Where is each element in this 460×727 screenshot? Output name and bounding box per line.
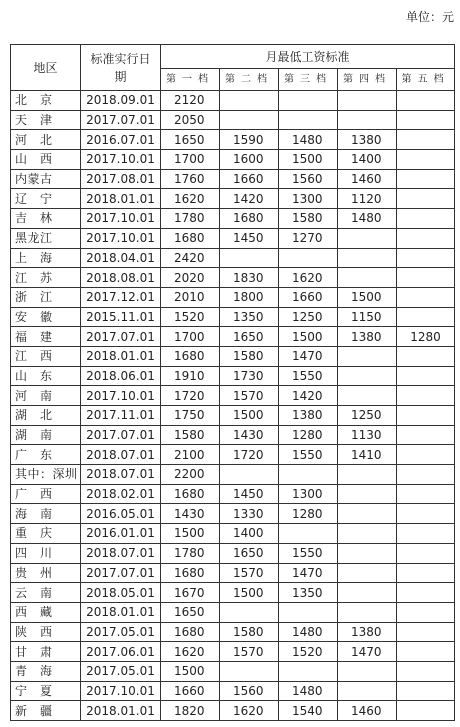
table-row [11, 287, 455, 307]
tier-3-cell: 1480 [279, 681, 338, 701]
date-cell: 2017.10.01 [81, 681, 161, 701]
tier-4-cell [338, 268, 397, 288]
date-cell: 2017.10.01 [81, 386, 161, 406]
date-cell: 2018.07.01 [81, 465, 161, 485]
tier-4-cell [338, 524, 397, 544]
region-cell: 贵 州 [11, 563, 81, 583]
region-cell: 浙 江 [11, 287, 81, 307]
tier-3-cell: 1500 [279, 327, 338, 347]
date-cell: 2018.08.01 [81, 268, 161, 288]
table-row [11, 366, 455, 386]
date-cell: 2017.07.01 [81, 327, 161, 347]
tier-4-cell [338, 661, 397, 681]
tier-2-cell: 1570 [220, 642, 279, 662]
tier-4-cell: 1380 [338, 130, 397, 150]
tier-2-cell [220, 602, 279, 622]
tier-5-cell [397, 150, 455, 170]
tier-2-cell: 1650 [220, 543, 279, 563]
date-cell: 2017.11.01 [81, 406, 161, 426]
region-cell: 云 南 [11, 583, 81, 603]
table-row [11, 91, 455, 111]
tier-3-cell: 1580 [279, 209, 338, 229]
date-cell: 2018.01.01 [81, 602, 161, 622]
tier-1-cell: 1680 [161, 563, 220, 583]
region-cell: 西 藏 [11, 602, 81, 622]
table-row [11, 228, 455, 248]
tier-5-cell [397, 406, 455, 426]
header-tier-2: 第二档 [220, 69, 279, 91]
table-row [11, 307, 455, 327]
tier-3-cell: 1500 [279, 150, 338, 170]
tier-2-cell: 1800 [220, 287, 279, 307]
tier-4-cell [338, 504, 397, 524]
region-cell: 北 京 [11, 91, 81, 111]
tier-1-cell: 1430 [161, 504, 220, 524]
table-row [11, 524, 455, 544]
tier-5-cell [397, 346, 455, 366]
tier-1-cell: 2420 [161, 248, 220, 268]
table-row [11, 642, 455, 662]
tier-3-cell: 1550 [279, 445, 338, 465]
tier-3-cell [279, 524, 338, 544]
region-cell: 宁 夏 [11, 681, 81, 701]
date-cell: 2016.07.01 [81, 130, 161, 150]
tier-5-cell [397, 366, 455, 386]
tier-2-cell: 1660 [220, 169, 279, 189]
tier-1-cell: 1780 [161, 543, 220, 563]
tier-2-cell: 1500 [220, 406, 279, 426]
table-row [11, 169, 455, 189]
tier-2-cell: 1330 [220, 504, 279, 524]
tier-1-cell: 1620 [161, 189, 220, 209]
region-cell: 山 东 [11, 366, 81, 386]
date-cell: 2017.12.01 [81, 287, 161, 307]
header-date [81, 45, 161, 91]
table-row [11, 583, 455, 603]
tier-2-cell: 1830 [220, 268, 279, 288]
tier-3-cell: 1470 [279, 346, 338, 366]
unit-label: 单位：元 [405, 10, 454, 24]
region-cell: 其中：深圳 [11, 465, 81, 485]
tier-1-cell: 1820 [161, 701, 220, 721]
tier-1-cell: 1700 [161, 327, 220, 347]
tier-1-cell: 1680 [161, 346, 220, 366]
tier-3-cell: 1300 [279, 484, 338, 504]
minimum-wage-table [10, 44, 455, 721]
date-cell: 2016.01.01 [81, 524, 161, 544]
tier-4-cell [338, 228, 397, 248]
tier-1-cell: 1500 [161, 661, 220, 681]
tier-3-cell: 1520 [279, 642, 338, 662]
tier-4-cell: 1410 [338, 445, 397, 465]
date-cell: 2017.07.01 [81, 425, 161, 445]
tier-2-cell: 1420 [220, 189, 279, 209]
tier-3-cell: 1480 [279, 130, 338, 150]
date-cell: 2018.09.01 [81, 91, 161, 111]
tier-4-cell: 1380 [338, 622, 397, 642]
tier-5-cell [397, 228, 455, 248]
date-cell: 2017.07.01 [81, 110, 161, 130]
region-cell: 上 海 [11, 248, 81, 268]
tier-5-cell [397, 602, 455, 622]
tier-3-cell: 1560 [279, 169, 338, 189]
tier-2-cell: 1720 [220, 445, 279, 465]
tier-4-cell [338, 484, 397, 504]
region-cell: 天 津 [11, 110, 81, 130]
date-cell: 2017.08.01 [81, 169, 161, 189]
table-row [11, 425, 455, 445]
tier-5-cell [397, 307, 455, 327]
region-cell: 河 北 [11, 130, 81, 150]
table-row [11, 622, 455, 642]
tier-1-cell: 1520 [161, 307, 220, 327]
tier-4-cell [338, 91, 397, 111]
tier-5-cell [397, 248, 455, 268]
header-tier-4: 第四档 [338, 69, 397, 91]
tier-1-cell: 2120 [161, 91, 220, 111]
tier-5-cell [397, 543, 455, 563]
region-cell: 湖 北 [11, 406, 81, 426]
tier-2-cell [220, 248, 279, 268]
header-tier-5: 第五档 [397, 69, 455, 91]
region-cell: 福 建 [11, 327, 81, 347]
table-row [11, 701, 455, 721]
region-cell: 河 南 [11, 386, 81, 406]
tier-2-cell: 1560 [220, 681, 279, 701]
table-row [11, 327, 455, 347]
table-row [11, 150, 455, 170]
tier-1-cell: 1500 [161, 524, 220, 544]
tier-1-cell: 1720 [161, 386, 220, 406]
tier-1-cell: 1680 [161, 622, 220, 642]
tier-3-cell: 1280 [279, 504, 338, 524]
tier-2-cell: 1430 [220, 425, 279, 445]
tier-4-cell [338, 248, 397, 268]
tier-5-cell [397, 189, 455, 209]
tier-3-cell: 1540 [279, 701, 338, 721]
tier-2-cell: 1580 [220, 346, 279, 366]
tier-3-cell: 1300 [279, 189, 338, 209]
tier-2-cell: 1590 [220, 130, 279, 150]
tier-1-cell: 2020 [161, 268, 220, 288]
tier-1-cell: 2010 [161, 287, 220, 307]
table-row [11, 543, 455, 563]
date-cell: 2018.01.01 [81, 346, 161, 366]
region-cell: 吉 林 [11, 209, 81, 229]
tier-2-cell [220, 91, 279, 111]
tier-4-cell: 1120 [338, 189, 397, 209]
tier-4-cell: 1150 [338, 307, 397, 327]
tier-2-cell: 1450 [220, 228, 279, 248]
tier-5-cell [397, 583, 455, 603]
tier-1-cell: 1650 [161, 602, 220, 622]
tier-3-cell: 1280 [279, 425, 338, 445]
tier-3-cell: 1660 [279, 287, 338, 307]
tier-4-cell [338, 681, 397, 701]
tier-5-cell [397, 524, 455, 544]
tier-5-cell [397, 91, 455, 111]
tier-1-cell: 2050 [161, 110, 220, 130]
date-cell: 2018.07.01 [81, 445, 161, 465]
tier-1-cell: 1910 [161, 366, 220, 386]
tier-2-cell: 1600 [220, 150, 279, 170]
tier-5-cell [397, 484, 455, 504]
tier-4-cell: 1470 [338, 642, 397, 662]
tier-4-cell: 1400 [338, 150, 397, 170]
tier-3-cell: 1620 [279, 268, 338, 288]
date-cell: 2018.01.01 [81, 701, 161, 721]
tier-3-cell: 1550 [279, 366, 338, 386]
tier-5-cell [397, 701, 455, 721]
tier-4-cell: 1130 [338, 425, 397, 445]
table-row [11, 248, 455, 268]
region-cell: 重 庆 [11, 524, 81, 544]
tier-2-cell: 1580 [220, 622, 279, 642]
date-cell: 2017.06.01 [81, 642, 161, 662]
table-row [11, 209, 455, 229]
tier-4-cell [338, 583, 397, 603]
region-cell: 辽 宁 [11, 189, 81, 209]
tier-5-cell [397, 465, 455, 485]
tier-3-cell [279, 661, 338, 681]
tier-2-cell: 1400 [220, 524, 279, 544]
region-cell: 陕 西 [11, 622, 81, 642]
table-row [11, 504, 455, 524]
date-cell: 2017.10.01 [81, 228, 161, 248]
region-cell: 海 南 [11, 504, 81, 524]
tier-3-cell [279, 91, 338, 111]
date-cell: 2018.05.01 [81, 583, 161, 603]
tier-1-cell: 1780 [161, 209, 220, 229]
tier-2-cell: 1570 [220, 386, 279, 406]
tier-4-cell [338, 346, 397, 366]
table-row [11, 484, 455, 504]
tier-3-cell: 1380 [279, 406, 338, 426]
header-row-top [11, 45, 455, 69]
region-cell: 四 川 [11, 543, 81, 563]
tier-3-cell: 1350 [279, 583, 338, 603]
tier-3-cell [279, 602, 338, 622]
tier-3-cell [279, 465, 338, 485]
table-body [11, 91, 455, 721]
table-row [11, 406, 455, 426]
region-cell: 广 西 [11, 484, 81, 504]
tier-5-cell [397, 287, 455, 307]
tier-5-cell [397, 169, 455, 189]
tier-1-cell: 2100 [161, 445, 220, 465]
tier-1-cell: 1700 [161, 150, 220, 170]
region-cell: 江 苏 [11, 268, 81, 288]
tier-5-cell [397, 504, 455, 524]
tier-3-cell [279, 248, 338, 268]
tier-5-cell [397, 209, 455, 229]
tier-2-cell: 1570 [220, 563, 279, 583]
region-cell: 新 疆 [11, 701, 81, 721]
header-date-text: 标准实行日期 [90, 51, 151, 84]
tier-5-cell [397, 130, 455, 150]
table-row [11, 346, 455, 366]
table-row [11, 661, 455, 681]
tier-1-cell: 1750 [161, 406, 220, 426]
table-row [11, 130, 455, 150]
tier-3-cell: 1420 [279, 386, 338, 406]
tier-1-cell: 1760 [161, 169, 220, 189]
region-cell: 内蒙古 [11, 169, 81, 189]
date-cell: 2016.05.01 [81, 504, 161, 524]
tier-5-cell [397, 110, 455, 130]
tier-2-cell: 1500 [220, 583, 279, 603]
date-cell: 2017.07.01 [81, 563, 161, 583]
table-row [11, 386, 455, 406]
tier-2-cell [220, 661, 279, 681]
tier-3-cell: 1470 [279, 563, 338, 583]
table-row [11, 465, 455, 485]
tier-4-cell [338, 465, 397, 485]
date-cell: 2018.04.01 [81, 248, 161, 268]
tier-2-cell [220, 465, 279, 485]
region-cell: 山 西 [11, 150, 81, 170]
date-cell: 2018.01.01 [81, 189, 161, 209]
tier-4-cell [338, 602, 397, 622]
region-cell: 江 西 [11, 346, 81, 366]
table-row [11, 110, 455, 130]
table-row [11, 445, 455, 465]
tier-4-cell [338, 543, 397, 563]
tier-2-cell: 1620 [220, 701, 279, 721]
tier-4-cell: 1250 [338, 406, 397, 426]
tier-2-cell: 1450 [220, 484, 279, 504]
date-cell: 2017.05.01 [81, 622, 161, 642]
tier-5-cell [397, 661, 455, 681]
tier-4-cell [338, 110, 397, 130]
tier-4-cell: 1460 [338, 169, 397, 189]
tier-3-cell [279, 110, 338, 130]
header-region: 地区 [11, 45, 81, 91]
tier-1-cell: 1670 [161, 583, 220, 603]
table-row [11, 602, 455, 622]
date-cell: 2018.06.01 [81, 366, 161, 386]
tier-2-cell: 1350 [220, 307, 279, 327]
tier-2-cell [220, 110, 279, 130]
tier-5-cell [397, 425, 455, 445]
tier-1-cell: 1680 [161, 228, 220, 248]
tier-4-cell: 1380 [338, 327, 397, 347]
tier-5-cell [397, 268, 455, 288]
region-cell: 甘 肃 [11, 642, 81, 662]
tier-5-cell: 1280 [397, 327, 455, 347]
tier-3-cell: 1250 [279, 307, 338, 327]
region-cell: 黑龙江 [11, 228, 81, 248]
tier-5-cell [397, 622, 455, 642]
region-cell: 安 徽 [11, 307, 81, 327]
date-cell: 2017.10.01 [81, 209, 161, 229]
tier-5-cell [397, 386, 455, 406]
tier-3-cell: 1480 [279, 622, 338, 642]
tier-1-cell: 1650 [161, 130, 220, 150]
tier-3-cell: 1270 [279, 228, 338, 248]
tier-4-cell [338, 386, 397, 406]
tier-1-cell: 1680 [161, 484, 220, 504]
tier-2-cell: 1730 [220, 366, 279, 386]
table-row [11, 189, 455, 209]
tier-4-cell: 1500 [338, 287, 397, 307]
table-row [11, 681, 455, 701]
tier-2-cell: 1650 [220, 327, 279, 347]
tier-5-cell [397, 445, 455, 465]
date-cell: 2018.02.01 [81, 484, 161, 504]
header-tier-1: 第一档 [161, 69, 220, 91]
tier-4-cell [338, 366, 397, 386]
tier-1-cell: 1620 [161, 642, 220, 662]
region-cell: 湖 南 [11, 425, 81, 445]
tier-5-cell [397, 681, 455, 701]
table-row [11, 563, 455, 583]
tier-5-cell [397, 642, 455, 662]
date-cell: 2017.05.01 [81, 661, 161, 681]
tier-1-cell: 1580 [161, 425, 220, 445]
region-cell: 广 东 [11, 445, 81, 465]
date-cell: 2018.07.01 [81, 543, 161, 563]
region-cell: 青 海 [11, 661, 81, 681]
date-cell: 2017.10.01 [81, 150, 161, 170]
tier-3-cell: 1550 [279, 543, 338, 563]
table-row [11, 268, 455, 288]
tier-2-cell: 1680 [220, 209, 279, 229]
tier-1-cell: 1660 [161, 681, 220, 701]
tier-4-cell: 1460 [338, 701, 397, 721]
header-main: 月最低工资标准 [161, 45, 455, 69]
date-cell: 2015.11.01 [81, 307, 161, 327]
tier-1-cell: 2200 [161, 465, 220, 485]
tier-4-cell [338, 563, 397, 583]
tier-4-cell: 1480 [338, 209, 397, 229]
header-tier-3: 第三档 [279, 69, 338, 91]
tier-5-cell [397, 563, 455, 583]
